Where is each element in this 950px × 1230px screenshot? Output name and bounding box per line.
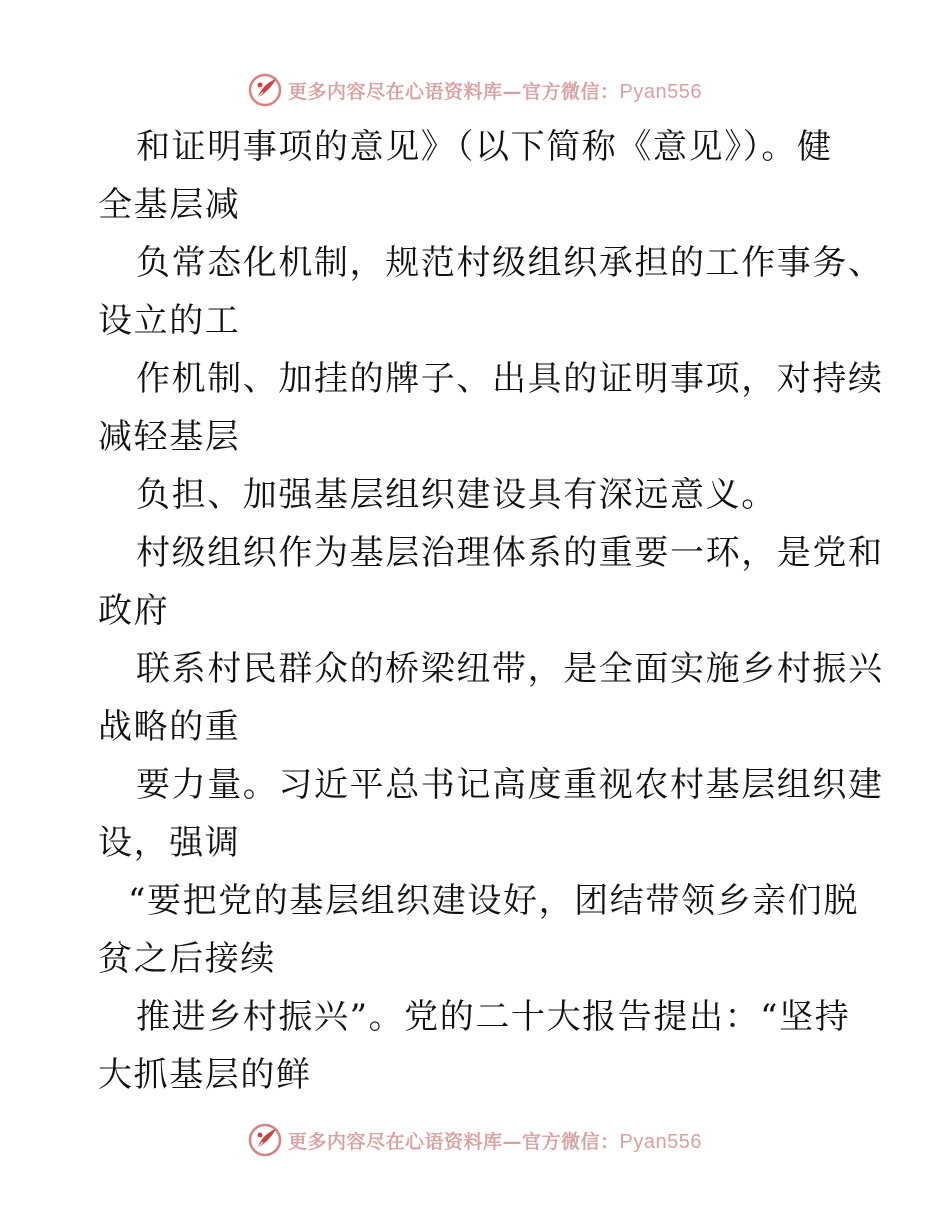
text-line: 村级组织作为基层治理体系的重要一环，是党和: [136, 533, 884, 573]
watermark-text: 更多内容尽在心语资料库—官方微信：Pyan556: [288, 80, 702, 103]
footer-watermark: [0, 1120, 950, 1160]
text-line: 减轻基层: [98, 417, 241, 457]
text-line: 作机制、加挂的牌子、出具的证明事项，对持续: [136, 359, 884, 399]
text-line: 大抓基层的鲜: [98, 1055, 312, 1095]
text-line: 战略的重: [98, 707, 241, 747]
text-line: 要力量。习近平总书记高度重视农村基层组织建: [136, 765, 884, 805]
watermark-text: 更多内容尽在心语资料库—官方微信：Pyan556: [288, 1130, 702, 1153]
text-line: 负担、加强基层组织建设具有深远意义。: [136, 475, 777, 515]
feather-pen-logo-icon: [248, 1123, 282, 1157]
text-line: 政府: [98, 591, 170, 631]
text-line: 设立的工: [98, 301, 241, 341]
feather-pen-logo-icon: [248, 73, 282, 107]
text-line: “要把党的基层组织建设好，团结带领乡亲们脱: [128, 881, 859, 921]
watermark-wechat-id: Pyan556: [619, 80, 702, 103]
watermark-wechat-id: Pyan556: [619, 1130, 702, 1153]
document-body: [98, 118, 884, 1104]
text-line: 和证明事项的意见》（以下简称《意见》）。健: [136, 127, 833, 167]
text-line: 设，强调: [98, 823, 241, 863]
text-line: 负常态化机制，规范村级组织承担的工作事务、: [136, 243, 884, 283]
text-line: 全基层减: [98, 185, 241, 225]
text-line: 推进乡村振兴”。党的二十大报告提出：“坚持: [136, 997, 851, 1037]
header-watermark: [0, 70, 950, 110]
text-line: 联系村民群众的桥梁纽带，是全面实施乡村振兴: [136, 649, 884, 689]
text-line: 贫之后接续: [98, 939, 276, 979]
